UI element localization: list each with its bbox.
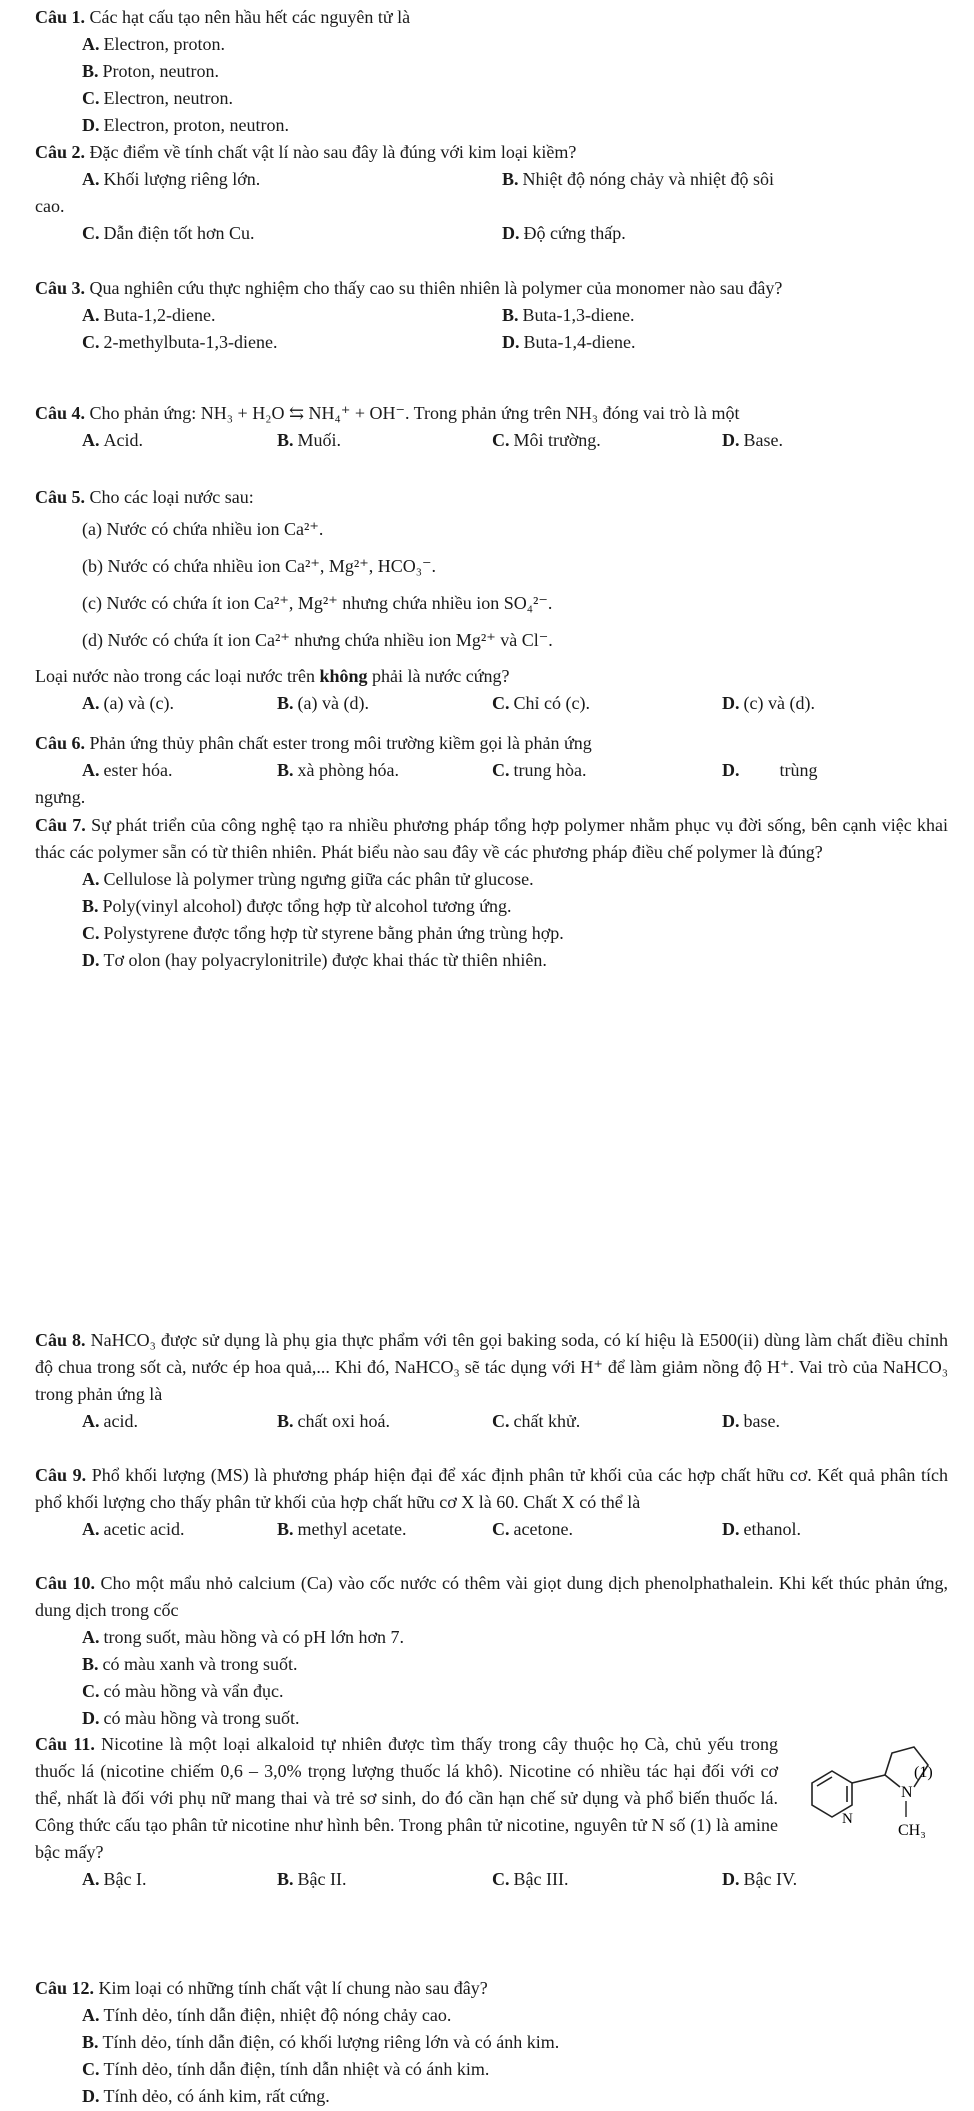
water-item-b: (b) Nước có chứa nhiều ion Ca²⁺, Mg²⁺, HCO₃⁻.: [82, 556, 437, 576]
option-c[interactable]: C. Polystyrene được tổng hợp từ styrene bằng phản ứng trùng hợp.: [82, 923, 564, 943]
option-c[interactable]: C. Chỉ có (c).: [492, 693, 590, 713]
water-item-d: (d) Nước có chứa ít ion Ca²⁺ nhưng chứa nhiều ion Mg²⁺ và Cl⁻.: [82, 630, 553, 650]
option-c[interactable]: C. Tính dẻo, tính dẫn điện, tính dẫn nhiệt và có ánh kim.: [82, 2059, 490, 2079]
option-d[interactable]: D. Độ cứng thấp.: [502, 223, 626, 243]
option-d[interactable]: D. (c) và (d).: [722, 693, 815, 713]
question-6: Câu 6. Phản ứng thủy phân chất ester trong môi trường kiềm gọi là phản ứng A. ester hóa. B. xà phòng hóa. C. trung hòa. D. trùng ngưng.: [0, 730, 974, 811]
option-a[interactable]: A. Electron, proton.: [82, 34, 225, 54]
option-b[interactable]: B. Nhiệt độ nóng chảy và nhiệt độ sôi: [502, 169, 774, 189]
question-10: Câu 10. Cho một mẩu nhỏ calcium (Ca) vào cốc nước có thêm vài giọt dung dịch phenolphathalein. Khi kết thúc phản ứng, dung dịch trong cốc A. trong suốt, màu hồng và có pH lớn hơn 7. B. có màu xanh và trong suốt. C. có màu hồng và vẩn đục. D. có màu hồng và trong suốt.: [0, 1570, 974, 1732]
question-2: Câu 2. Đặc điểm về tính chất vật lí nào sau đây là đúng với kim loại kiềm? A. Khối lượng riêng lớn. B. Nhiệt độ nóng chảy và nhiệt độ sôi cao. C. Dẫn điện tốt hơn Cu. D. Độ cứng thấp.: [0, 139, 974, 247]
option-d[interactable]: D. có màu hồng và trong suốt.: [82, 1708, 300, 1728]
option-b[interactable]: B. có màu xanh và trong suốt.: [82, 1654, 298, 1674]
option-d-continued: ngưng.: [35, 787, 86, 807]
option-b[interactable]: B. Bậc II.: [277, 1869, 347, 1889]
option-d[interactable]: D. Tính dẻo, có ánh kim, rất cứng.: [82, 2086, 330, 2106]
option-b[interactable]: B. (a) và (d).: [277, 693, 369, 713]
question-7: Câu 7. Sự phát triển của công nghệ tạo ra nhiều phương pháp tổng hợp polymer nhằm phục vụ đời sống, bên cạnh việc khai thác các polymer sẵn có từ thiên nhiên. Phát biểu nào sau đây về các phương pháp điều chế polymer là đúng? A. Cellulose là polymer trùng ngưng giữa các phân tử glucose. B. Poly(vinyl alcohol) được tổng hợp từ alcohol tương ứng. C. Polystyrene được tổng hợp từ styrene bằng phản ứng trùng hợp. D. Tơ olon (hay polyacrylonitrile) được khai thác từ thiên nhiên.: [0, 812, 974, 974]
question-9: Câu 9. Phổ khối lượng (MS) là phương pháp hiện đại để xác định phân tử khối của các hợp chất hữu cơ. Kết quả phân tích phổ khối lượng cho thấy phân tử khối của hợp chất hữu cơ X là 60. Chất X có thể là A. acetic acid. B. methyl acetate. C. acetone. D. ethanol.: [0, 1462, 974, 1543]
option-d[interactable]: D. Bậc IV.: [722, 1869, 798, 1889]
question-4: Câu 4. Cho phản ứng: NH₃ + H₂O ⇆ NH₄⁺ + OH⁻. Trong phản ứng trên NH₃ đóng vai trò là một A. Acid. B. Muối. C. Môi trường. D. Base.: [0, 400, 974, 454]
methyl-label: CH₃: [898, 1822, 926, 1839]
option-d[interactable]: D. ethanol.: [722, 1519, 801, 1539]
option-d[interactable]: D. Base.: [722, 430, 783, 450]
option-a[interactable]: A. acetic acid.: [82, 1519, 185, 1539]
option-c[interactable]: C. Electron, neutron.: [82, 88, 233, 108]
option-a[interactable]: A. acid.: [82, 1411, 138, 1431]
option-a[interactable]: A. ester hóa.: [82, 760, 173, 780]
option-a[interactable]: A. Cellulose là polymer trùng ngưng giữa các phân tử glucose.: [82, 869, 534, 889]
option-a[interactable]: A. Acid.: [82, 430, 143, 450]
question-5: Câu 5. Cho các loại nước sau: (a) Nước có chứa nhiều ion Ca²⁺. (b) Nước có chứa nhiều ion Ca²⁺, Mg²⁺, HCO₃⁻. (c) Nước có chứa ít ion Ca²⁺, Mg²⁺ nhưng chứa nhiều ion SO₄²⁻. (d) Nước có chứa ít ion Ca²⁺ nhưng chứa nhiều ion Mg²⁺ và Cl⁻. Loại nước nào trong các loại nước trên không phải là nước cứng? A. (a) và (c). B. (a) và (d). C. Chỉ có (c). D. (c) và (d).: [0, 484, 974, 717]
option-b[interactable]: B. Muối.: [277, 430, 342, 450]
option-b[interactable]: B. methyl acetate.: [277, 1519, 407, 1539]
option-a[interactable]: A. Buta-1,2-diene.: [82, 305, 216, 325]
option-d[interactable]: D. Buta-1,4-diene.: [502, 332, 636, 352]
option-b[interactable]: B. Proton, neutron.: [82, 61, 220, 81]
option-b[interactable]: B. Tính dẻo, tính dẫn điện, có khối lượng riêng lớn và có ánh kim.: [82, 2032, 560, 2052]
option-d[interactable]: D. Electron, proton, neutron.: [82, 115, 289, 135]
option-d[interactable]: D. base.: [722, 1411, 780, 1431]
option-d[interactable]: D. trùng: [722, 760, 818, 780]
question-8: Câu 8. NaHCO₃ được sử dụng là phụ gia thực phẩm với tên gọi baking soda, có kí hiệu là E500(ii) dùng làm chất điều chỉnh độ chua trong sốt cà, nước ép hoa quả,... Khi đó, NaHCO₃ sẽ tác dụng với H⁺ để làm giảm nồng độ H⁺. Vai trò của NaHCO₃ trong phản ứng là A. acid. B. chất oxi hoá. C. chất khử. D. base.: [0, 1327, 974, 1435]
option-b[interactable]: B. chất oxi hoá.: [277, 1411, 390, 1431]
nicotine-structure: [790, 1731, 950, 1841]
option-d[interactable]: D. Tơ olon (hay polyacrylonitrile) được khai thác từ thiên nhiên.: [82, 950, 547, 970]
nitrogen-pyrrolidine: N: [901, 1784, 913, 1801]
option-b[interactable]: B. Poly(vinyl alcohol) được tổng hợp từ alcohol tương ứng.: [82, 896, 512, 916]
option-b[interactable]: B. xà phòng hóa.: [277, 760, 399, 780]
ring-bond: [852, 1775, 885, 1783]
question-11: Câu 11. Nicotine là một loại alkaloid tự nhiên được tìm thấy trong cây thuộc họ Cà, chủ yếu trong thuốc lá (nicotine chiếm 0,6 – 3,0% trọng lượng thuốc lá khô). Nicotine có nhiều tác hại đối với cơ thể, nhất là đối với phụ nữ mang thai và trẻ sơ sinh, do đó cần hạn chế sử dụng và phổ biến thuốc lá. Công thức cấu tạo phân tử nicotine như hình bên. Trong phân tử nicotine, nguyên tử N số (1) là amine bậc mấy? (1) N CH₃ N A. Bậc I. B. Bậc II. C. Bậc III. D. Bậc IV.: [0, 1731, 974, 1893]
option-c[interactable]: C. Môi trường.: [492, 430, 601, 450]
option-c[interactable]: C. acetone.: [492, 1519, 573, 1539]
option-a[interactable]: A. trong suốt, màu hồng và có pH lớn hơn 7.: [82, 1627, 405, 1647]
question-12: Câu 12. Kim loại có những tính chất vật lí chung nào sau đây? A. Tính dẻo, tính dẫn điện, nhiệt độ nóng chảy cao. B. Tính dẻo, tính dẫn điện, có khối lượng riêng lớn và có ánh kim. C. Tính dẻo, tính dẫn điện, tính dẫn nhiệt và có ánh kim. D. Tính dẻo, có ánh kim, rất cứng.: [0, 1975, 974, 2110]
option-b-continued: cao.: [35, 196, 65, 216]
option-c[interactable]: C. chất khử.: [492, 1411, 581, 1431]
option-c[interactable]: C. Bậc III.: [492, 1869, 569, 1889]
option-c[interactable]: C. Dẫn điện tốt hơn Cu.: [82, 223, 255, 243]
nitrogen-pyridine: N: [842, 1811, 853, 1827]
option-a[interactable]: A. (a) và (c).: [82, 693, 174, 713]
option-b[interactable]: B. Buta-1,3-diene.: [502, 305, 635, 325]
option-c[interactable]: C. có màu hồng và vẩn đục.: [82, 1681, 284, 1701]
question-3: Câu 3. Qua nghiên cứu thực nghiệm cho thấy cao su thiên nhiên là polymer của monomer nào sau đây? A. Buta-1,2-diene. B. Buta-1,3-diene. C. 2-methylbuta-1,3-diene. D. Buta-1,4-diene.: [0, 275, 974, 356]
option-a[interactable]: A. Bậc I.: [82, 1869, 147, 1889]
option-c[interactable]: C. trung hòa.: [492, 760, 587, 780]
option-a[interactable]: A. Tính dẻo, tính dẫn điện, nhiệt độ nóng chảy cao.: [82, 2005, 452, 2025]
option-c[interactable]: C. 2-methylbuta-1,3-diene.: [82, 332, 278, 352]
water-item-a: (a) Nước có chứa nhiều ion Ca²⁺.: [82, 519, 324, 539]
label-1: (1): [914, 1764, 933, 1781]
question-1: Câu 1. Các hạt cấu tạo nên hầu hết các nguyên tử là A. Electron, proton. B. Proton, neutron. C. Electron, neutron. D. Electron, proton, neutron.: [0, 4, 974, 139]
water-item-c: (c) Nước có chứa ít ion Ca²⁺, Mg²⁺ nhưng chứa nhiều ion SO₄²⁻.: [82, 593, 553, 613]
option-a[interactable]: A. Khối lượng riêng lớn.: [82, 169, 261, 189]
